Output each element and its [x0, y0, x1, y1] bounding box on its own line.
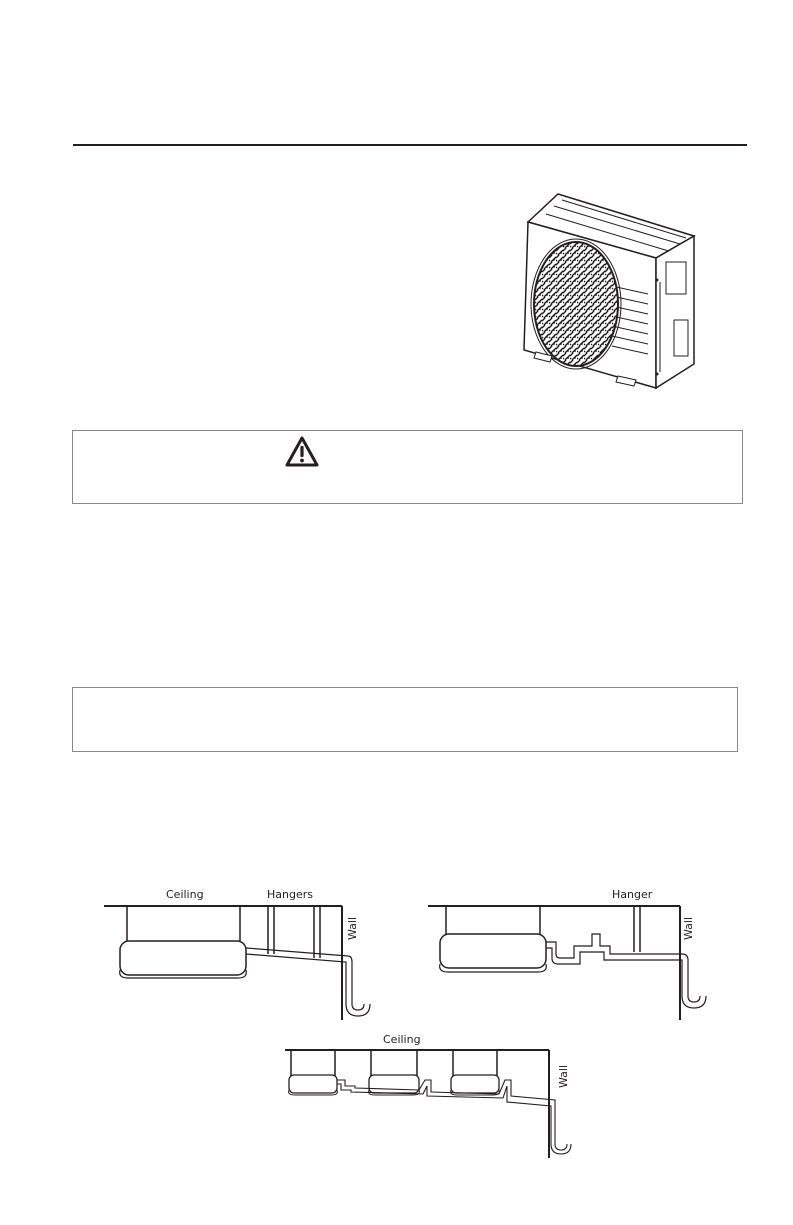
caution-box	[72, 430, 743, 504]
hangers-label: Hangers	[267, 888, 313, 901]
hanger-label: Hanger	[612, 888, 653, 901]
wall-label: Wall	[557, 1064, 570, 1088]
note-box	[72, 687, 738, 752]
wall-label: Wall	[682, 916, 695, 940]
drain-diagram-hanger	[424, 880, 714, 1025]
section-rule	[73, 144, 747, 146]
drain-diagram-hangers	[100, 880, 380, 1025]
ceiling-label: Ceiling	[166, 888, 204, 901]
drain-diagram-multiple	[283, 1030, 583, 1160]
wall-label: Wall	[346, 916, 359, 940]
ceiling-label: Ceiling	[383, 1033, 421, 1046]
outdoor-unit-illustration	[514, 192, 696, 390]
warning-triangle-icon	[284, 435, 320, 468]
